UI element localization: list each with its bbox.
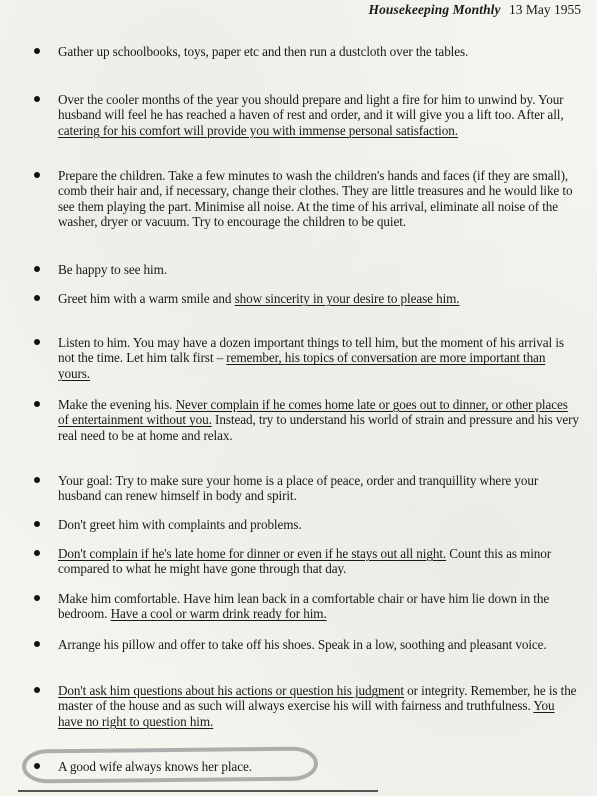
- list-item: [58, 291, 580, 306]
- bullet-icon: [34, 295, 40, 301]
- text-segment: Arrange his pillow and offer to take off his shoes. Speak in a low, soothing and pleasant voice.: [58, 637, 547, 652]
- underlined-text: Don't ask him questions about his actions or question his judgment: [58, 683, 404, 698]
- list-item-text: [58, 92, 580, 138]
- list-item-text: [58, 262, 580, 277]
- text-segment: Gather up schoolbooks, toys, paper etc and then run a dustcloth over the tables.: [58, 44, 469, 59]
- bullet-icon: [34, 641, 40, 647]
- bullet-icon: [34, 96, 40, 102]
- bullet-icon: [34, 401, 40, 407]
- bullet-icon: [34, 172, 40, 178]
- list-item: [58, 591, 580, 622]
- text-segment: Prepare the children. Take a few minutes to wash the children's hands and faces (if they are small), comb their hair and, if necessary, change their clothes. They are little treasures and he would like to see them playing the part. Minimise all noise. At the time of his arrival, eliminate all noise of the washer, dryer or vacuum. Try to encourage the children to be quiet.: [58, 168, 573, 230]
- list-item-text: [58, 591, 580, 622]
- underlined-text: Don't complain if he's late home for dinner or even if he stays out all night.: [58, 546, 447, 561]
- list-item: [58, 44, 580, 59]
- text-segment: Your goal: Try to make sure your home is a place of peace, order and tranquillity where your husband can renew himself in body and spirit.: [58, 473, 539, 504]
- list-item-text: [58, 517, 580, 532]
- publication-date: 13 May 1955: [509, 2, 581, 17]
- list-item-text: [58, 637, 580, 652]
- list-item: [58, 168, 580, 230]
- text-segment: Make him comfortable. Have him lean back in a comfortable chair or have him lie down in the bedroom.: [58, 591, 550, 622]
- text-segment: Don't greet him with complaints and problems.: [58, 517, 302, 532]
- list-item: [58, 335, 580, 381]
- list-item: [58, 683, 580, 729]
- bullet-icon: [34, 687, 40, 693]
- list-item-text: [58, 44, 580, 59]
- bullet-icon: [34, 266, 40, 272]
- text-segment: Instead, try to understand his world of strain and pressure and his very real need to be at home and relax.: [58, 412, 579, 443]
- underlined-text: Never complain if he comes home late or goes out to dinner, or other places of entertainment without you.: [58, 397, 568, 428]
- underlined-text: remember, his topics of conversation are more important than yours.: [58, 350, 546, 381]
- list-item: [58, 637, 580, 652]
- bullet-icon: [34, 48, 40, 54]
- text-segment: Over the cooler months of the year you should prepare and light a fire for him to unwind by. Your husband will feel he has reached a haven of rest and order, and it will give you a lift too. After all,: [58, 92, 564, 123]
- text-segment: Listen to him. You may have a dozen important things to tell him, but the moment of his arrival is not the time. Let him talk first –: [58, 335, 564, 366]
- underlined-text: Have a cool or warm drink ready for him.: [110, 606, 327, 622]
- list-item-text: [58, 683, 580, 729]
- list-item: [58, 517, 580, 532]
- bullet-icon: [34, 339, 40, 345]
- text-segment: A good wife always knows her place.: [58, 759, 252, 774]
- bottom-rule: [18, 790, 378, 792]
- underlined-text: You have no right to question him.: [58, 698, 555, 729]
- text-segment: Be happy to see him.: [58, 262, 167, 277]
- highlight-oval: [22, 746, 318, 783]
- underlined-text: show sincerity in your desire to please him.: [234, 291, 460, 306]
- bullet-icon: [34, 595, 40, 601]
- text-segment: Greet him with a warm smile and: [58, 291, 235, 306]
- list-item: [58, 262, 580, 277]
- underlined-text: catering for his comfort will provide you with immense personal satisfaction.: [58, 122, 458, 138]
- list-item-text: [58, 168, 580, 230]
- bullet-icon: [34, 477, 40, 483]
- text-segment: Count this as minor compared to what he might have gone through that day.: [58, 546, 552, 577]
- list-item-text: [58, 473, 580, 504]
- list-item-text: [58, 397, 580, 443]
- list-item: [58, 546, 580, 577]
- bullet-icon: [34, 550, 40, 556]
- bullet-icon: [34, 521, 40, 527]
- list-item-text: [58, 291, 580, 306]
- list-item-text: [58, 546, 580, 577]
- text-segment: Make the evening his.: [58, 397, 176, 412]
- publication-title: Housekeeping Monthly: [368, 2, 501, 17]
- list-item: [58, 473, 580, 504]
- text-segment: or integrity. Remember, he is the master of the house and as such will always exercise his will with fairness and truthfulness.: [58, 683, 577, 714]
- list-item-text: [58, 335, 580, 381]
- list-item: [58, 397, 580, 443]
- list-item: [58, 92, 580, 138]
